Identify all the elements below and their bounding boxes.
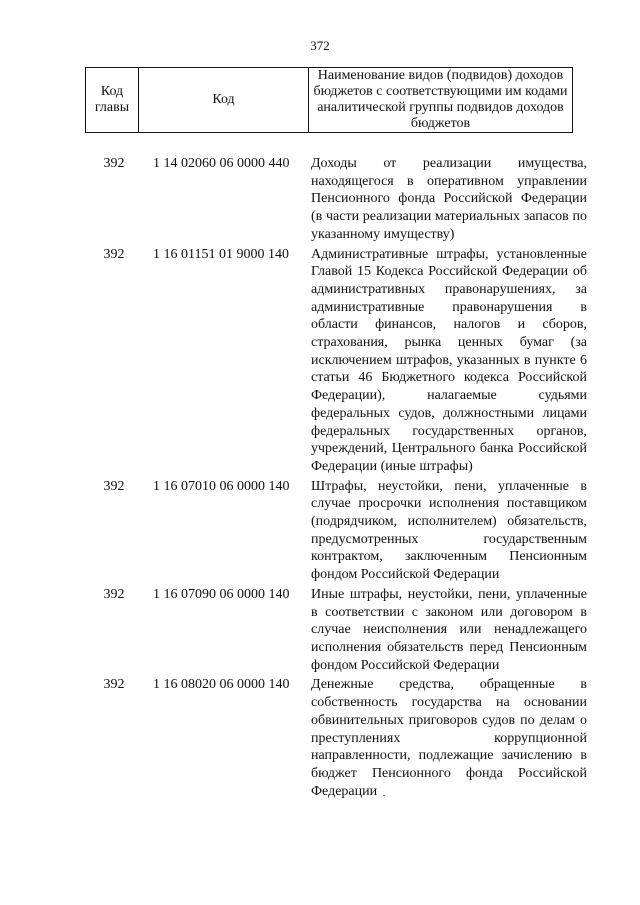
table-row — [0, 676, 640, 800]
income-name: Денежные средства, обращенные в собственность государства на основании обвинительных приговоров судов по делам о преступлениях коррупционной направленности, подлежащие зачислению в бюджет Пенсионного фонда Российской Федерации — [311, 677, 587, 799]
chapter-code: 392 — [103, 478, 125, 494]
chapter-code: 392 — [103, 677, 125, 693]
income-code: 1 16 07090 06 0000 140 — [153, 586, 290, 602]
header-chapter-code: Код главы — [86, 68, 139, 133]
income-name: Иные штрафы, неустойки, пени, уплаченные в соответствии с законом или договором в случае неисполнения или ненадлежащего исполнения обязательств перед Пенсионным фондом Российской Федерации — [311, 586, 587, 673]
table-row — [0, 586, 640, 675]
income-code: 1 16 07010 06 0000 140 — [153, 478, 290, 494]
header-name: Наименование видов (подвидов) доходов бюджетов с соответствующими им кодами аналитической группы подвидов доходов бюджетов — [309, 68, 573, 133]
income-name: Доходы от реализации имущества, находящегося в оперативном управлении Пенсионного фонда Российской Федерации (в части реализации материальных запасов по указанному имуществу) — [311, 156, 587, 242]
income-codes-list — [0, 155, 640, 800]
page-number: 372 — [310, 38, 330, 53]
scan-speck — [383, 795, 385, 796]
chapter-code: 392 — [103, 586, 125, 602]
table-row — [0, 478, 640, 584]
table-header — [85, 67, 573, 133]
income-code: 1 16 01151 01 9000 140 — [153, 246, 289, 262]
income-code: 1 16 08020 06 0000 140 — [153, 677, 290, 693]
income-name: Штрафы, неустойки, пени, уплаченные в случае просрочки исполнения поставщиком (подрядчиком, исполнителем) обязательств, предусмотренных государственным контрактом, заключенным Пенсионным фондом Российской Федерации — [311, 478, 587, 583]
table-row — [0, 155, 640, 244]
income-code: 1 14 02060 06 0000 440 — [153, 156, 290, 171]
income-name: Административные штрафы, установленные Главой 15 Кодекса Российской Федерации об административных правонарушениях, за административные правонарушения в области финансов, налогов и сборов, страхования, рынка ценных бумаг (за исключением штрафов, указанных в пункте 6 статьи 46 Бюджетного кодекса Российской Федерации), налагаемые судьями федеральных судов, должностными лицами федеральных государственных органов, учреждений, Центрального банка Российской Федерации (иные штрафы) — [311, 246, 587, 474]
header-code: Код — [139, 68, 309, 133]
table-row — [0, 246, 640, 476]
chapter-code: 392 — [103, 246, 125, 262]
chapter-code: 392 — [103, 156, 125, 171]
